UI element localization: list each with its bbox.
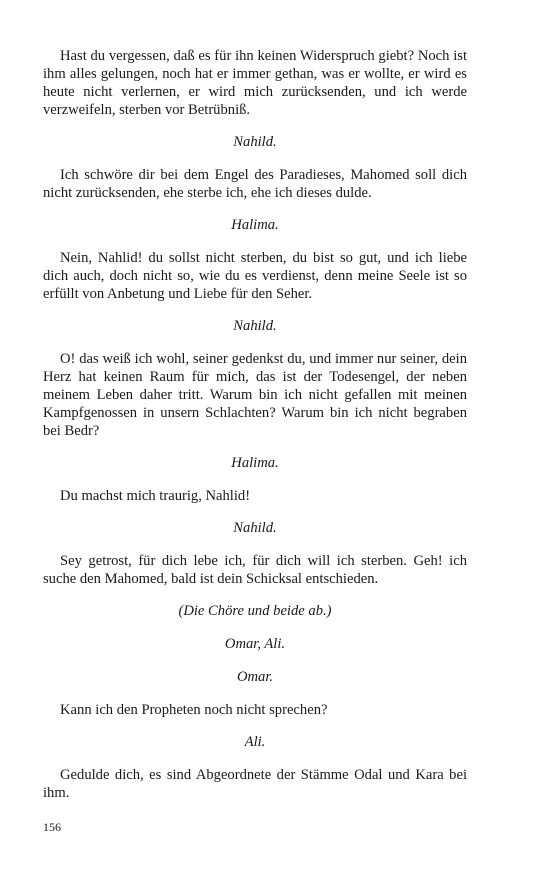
paragraph: Hast du vergessen, daß es für ihn keinen Widerspruch giebt? Noch ist ihm alles gelungen, noch hat er immer gethan, was er wollte, er wird es heute nicht verlernen, er wird mich zurücksenden, und ich werde verzweifeln, sterben vor Betrübniß. — [43, 48, 467, 118]
paragraph: Nein, Nahlid! du sollst nicht sterben, du bist so gut, und ich liebe dich auch, doch nicht so, wie du es verdienst, denn meine Seele ist so erfüllt von Anbetung und Liebe für den Seher. — [43, 250, 467, 302]
page-body — [43, 47, 467, 802]
paragraph: Du machst mich traurig, Nahlid! — [60, 488, 251, 504]
speaker-heading: Nahild. — [233, 318, 277, 334]
speaker-heading: Halima. — [231, 455, 279, 471]
stage-direction: (Die Chöre und beide ab.) — [178, 603, 332, 619]
paragraph: O! das weiß ich wohl, seiner gedenkst du, und immer nur seiner, dein Herz hat keinen Raum für mich, das ist der Todesengel, der neben meinem Leben daher tritt. Warum bin ich nicht gefallen mit meinen Kampfgenossen in unsern Schlachten? Warum bin ich nicht begraben bei Bedr? — [43, 351, 467, 439]
paragraph: Gedulde dich, es sind Abgeordnete der Stämme Odal und Kara bei ihm. — [43, 767, 467, 801]
scene-characters: Omar, Ali. — [224, 636, 286, 652]
page-number: 156 — [43, 820, 61, 834]
speaker-heading: Halima. — [231, 217, 279, 233]
paragraph: Ich schwöre dir bei dem Engel des Paradieses, Mahomed soll dich nicht zurücksenden, ehe sterbe ich, ehe ich dieses dulde. — [43, 167, 467, 201]
speaker-heading: Ali. — [244, 734, 266, 750]
speaker-heading: Nahild. — [233, 134, 277, 150]
paragraph: Kann ich den Propheten noch nicht sprechen? — [60, 702, 328, 718]
speaker-heading: Omar. — [236, 669, 274, 685]
paragraph: Sey getrost, für dich lebe ich, für dich will ich sterben. Geh! ich suche den Mahomed, bald ist dein Schicksal entschieden. — [43, 553, 467, 587]
speaker-heading: Nahild. — [233, 520, 277, 536]
